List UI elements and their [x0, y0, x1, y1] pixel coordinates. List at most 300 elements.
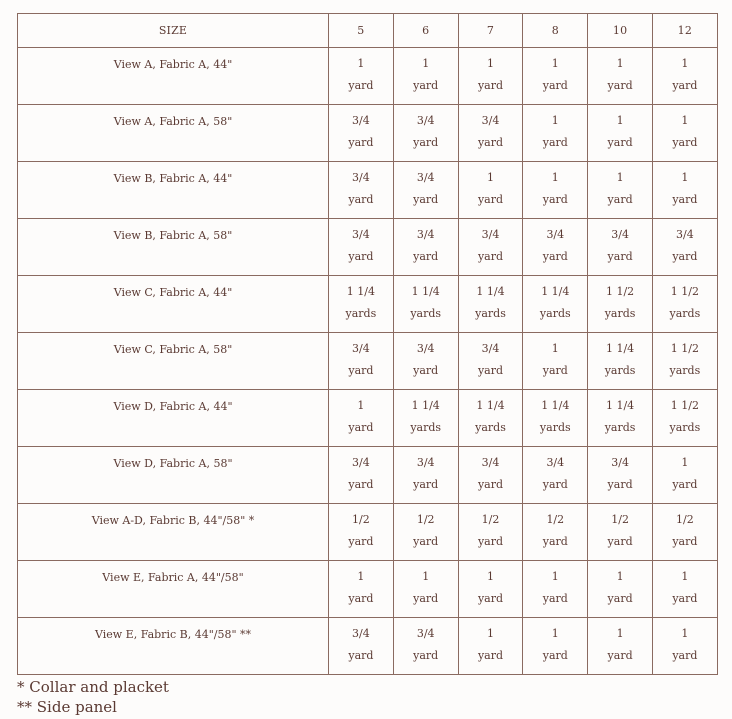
yardage-unit: yard	[542, 193, 568, 206]
yardage-cell	[523, 561, 588, 618]
yardage-quantity: 1	[616, 570, 624, 583]
yardage-unit: yards	[475, 307, 506, 320]
footnote-collar: * Collar and placket	[17, 678, 169, 696]
yardage-unit: yard	[477, 535, 504, 548]
yardage-amount	[653, 219, 717, 268]
yardage-unit: yard	[413, 250, 439, 263]
yardage-cell	[588, 618, 653, 675]
yardage-unit: yards	[604, 307, 636, 320]
yardage-quantity: 1 1/4	[605, 342, 635, 355]
yardage-unit: yard	[542, 136, 568, 149]
yardage-cell	[523, 219, 588, 276]
yardage-unit: yard	[348, 592, 374, 605]
row-label-cell	[18, 276, 329, 333]
yardage-quantity: 1/2	[611, 513, 629, 526]
row-label: View A, Fabric A, 58"	[113, 115, 233, 128]
table-header-row	[18, 14, 718, 48]
yardage-unit: yards	[410, 421, 442, 434]
yardage-unit: yard	[348, 364, 374, 377]
yardage-cell	[393, 219, 458, 276]
yardage-quantity: 1	[616, 57, 624, 70]
header-size-5: 5	[329, 14, 394, 48]
yardage-unit: yard	[542, 250, 568, 263]
yardage-cell	[329, 504, 394, 561]
row-label: View E, Fabric A, 44"/58"	[102, 571, 244, 584]
yardage-quantity: 3/4	[481, 228, 500, 241]
yardage-unit: yards	[539, 421, 571, 434]
yardage-cell	[393, 162, 458, 219]
yardage-cell	[652, 105, 717, 162]
yardage-amount	[329, 162, 393, 211]
yardage-amount	[588, 390, 652, 439]
yardage-amount	[394, 276, 458, 325]
yardage-quantity: 3/4	[546, 456, 565, 469]
yardage-unit: yard	[477, 592, 504, 605]
yardage-unit: yard	[477, 250, 504, 263]
yardage-amount	[588, 333, 652, 382]
yardage-quantity: 1 1/4	[605, 399, 635, 412]
yardage-unit: yards	[539, 307, 571, 320]
yardage-cell	[329, 276, 394, 333]
row-label-cell	[18, 162, 329, 219]
yardage-unit: yard	[672, 250, 698, 263]
table-row	[18, 618, 718, 675]
yardage-unit: yards	[604, 421, 636, 434]
yardage-cell	[458, 105, 523, 162]
yardage-quantity: 1	[486, 171, 494, 184]
header-size-12: 12	[652, 14, 717, 48]
yardage-cell	[652, 333, 717, 390]
yardage-quantity: 1 1/2	[670, 399, 699, 412]
yardage-unit: yard	[413, 535, 439, 548]
yardage-quantity: 1	[681, 57, 689, 70]
yardage-quantity: 3/4	[352, 171, 370, 184]
row-label: View C, Fabric A, 44"	[113, 286, 233, 299]
yardage-unit: yards	[345, 307, 377, 320]
yardage-cell	[523, 162, 588, 219]
yardage-amount	[459, 276, 523, 325]
yardage-cell	[458, 504, 523, 561]
yardage-amount	[329, 390, 393, 439]
yardage-amount	[329, 333, 393, 382]
yardage-cell	[652, 276, 717, 333]
yardage-amount	[459, 162, 523, 211]
row-label-cell	[18, 447, 329, 504]
yardage-amount	[523, 504, 587, 553]
row-label-cell	[18, 504, 329, 561]
yardage-unit: yards	[669, 364, 701, 377]
yardage-amount	[653, 276, 717, 325]
row-label: View D, Fabric A, 58"	[113, 457, 233, 470]
yardage-cell	[523, 276, 588, 333]
yardage-quantity: 1/2	[352, 513, 370, 526]
yardage-quantity: 1	[486, 570, 494, 583]
fabric-requirements	[17, 13, 717, 717]
yardage-amount	[394, 162, 458, 211]
yardage-unit: yard	[477, 364, 504, 377]
yardage-unit: yard	[607, 478, 633, 491]
yardage-unit: yards	[669, 421, 701, 434]
yardage-amount	[653, 504, 717, 553]
yardage-cell	[588, 276, 653, 333]
yardage-amount	[329, 219, 393, 268]
yardage-amount	[523, 390, 587, 439]
row-label-cell	[18, 48, 329, 105]
yardage-cell	[329, 561, 394, 618]
yardage-amount	[329, 48, 393, 97]
row-label-cell	[18, 618, 329, 675]
yardage-quantity: 1 1/4	[411, 285, 440, 298]
yardage-unit: yard	[607, 136, 633, 149]
yardage-cell	[458, 333, 523, 390]
yardage-amount	[653, 390, 717, 439]
yardage-quantity: 1	[486, 57, 494, 70]
table-row	[18, 504, 718, 561]
yardage-quantity: 3/4	[352, 627, 370, 640]
yardage-cell	[458, 447, 523, 504]
yardage-unit: yard	[672, 592, 698, 605]
yardage-cell	[652, 504, 717, 561]
yardage-unit: yard	[348, 136, 374, 149]
yardage-cell	[458, 48, 523, 105]
yardage-cell	[393, 504, 458, 561]
yardage-amount	[588, 219, 652, 268]
yardage-unit: yard	[672, 136, 698, 149]
yardage-quantity: 1	[357, 399, 365, 412]
yardage-cell	[329, 618, 394, 675]
yardage-amount	[394, 333, 458, 382]
yardage-amount	[329, 618, 393, 667]
yardage-quantity: 1 1/4	[541, 285, 570, 298]
yardage-unit: yard	[477, 649, 504, 662]
table-row	[18, 447, 718, 504]
yardage-unit: yard	[672, 649, 698, 662]
yardage-cell	[393, 390, 458, 447]
yardage-cell	[458, 219, 523, 276]
yardage-quantity: 1/2	[481, 513, 500, 526]
yardage-quantity: 1 1/4	[541, 399, 570, 412]
yardage-cell	[652, 447, 717, 504]
yardage-cell	[588, 561, 653, 618]
yardage-quantity: 1	[422, 570, 430, 583]
yardage-quantity: 1 1/2	[605, 285, 635, 298]
yardage-cell	[329, 219, 394, 276]
yardage-amount	[588, 105, 652, 154]
yardage-amount	[459, 333, 523, 382]
yardage-amount	[523, 48, 587, 97]
yardage-amount	[653, 162, 717, 211]
yardage-unit: yard	[672, 193, 698, 206]
row-label: View B, Fabric A, 58"	[113, 229, 233, 242]
yardage-amount	[653, 447, 717, 496]
yardage-amount	[329, 105, 393, 154]
yardage-quantity: 3/4	[416, 171, 435, 184]
yardage-amount	[394, 618, 458, 667]
header-size-10: 10	[588, 14, 653, 48]
yardage-quantity: 3/4	[352, 114, 370, 127]
yardage-unit: yard	[672, 535, 698, 548]
header-size: SIZE	[18, 14, 329, 48]
yardage-unit: yard	[348, 421, 374, 434]
yardage-cell	[329, 447, 394, 504]
yardage-cell	[523, 390, 588, 447]
yardage-unit: yards	[604, 364, 636, 377]
yardage-quantity: 1	[681, 570, 689, 583]
yardage-unit: yard	[348, 250, 374, 263]
yardage-cell	[329, 48, 394, 105]
yardage-cell	[393, 276, 458, 333]
yardage-quantity: 3/4	[416, 228, 435, 241]
yardage-amount	[459, 504, 523, 553]
table-row	[18, 162, 718, 219]
yardage-amount	[523, 162, 587, 211]
row-label: View A-D, Fabric B, 44"/58" *	[91, 514, 255, 527]
yardage-cell	[329, 162, 394, 219]
header-size-7: 7	[458, 14, 523, 48]
yardage-amount	[588, 276, 652, 325]
yardage-cell	[523, 504, 588, 561]
yardage-quantity: 1	[616, 114, 624, 127]
yardage-quantity: 1	[551, 114, 559, 127]
row-label-cell	[18, 561, 329, 618]
yardage-unit: yard	[477, 478, 504, 491]
header-size-6: 6	[393, 14, 458, 48]
yardage-cell	[329, 333, 394, 390]
yardage-unit: yard	[413, 79, 439, 92]
row-label: View D, Fabric A, 44"	[113, 400, 233, 413]
row-label-cell	[18, 105, 329, 162]
yardage-unit: yard	[542, 649, 568, 662]
yardage-unit: yard	[607, 649, 633, 662]
row-label: View C, Fabric A, 58"	[113, 343, 233, 356]
yardage-quantity: 1	[681, 114, 689, 127]
yardage-amount	[329, 561, 393, 610]
yardage-quantity: 1	[681, 171, 689, 184]
yardage-amount	[459, 48, 523, 97]
table-row	[18, 333, 718, 390]
yardage-cell	[458, 162, 523, 219]
yardage-unit: yard	[348, 649, 374, 662]
table-row	[18, 561, 718, 618]
yardage-cell	[458, 276, 523, 333]
yardage-cell	[329, 390, 394, 447]
yardage-quantity: 3/4	[611, 228, 629, 241]
yardage-unit: yard	[413, 193, 439, 206]
yardage-quantity: 1	[616, 171, 624, 184]
yardage-unit: yard	[413, 136, 439, 149]
yardage-unit: yard	[607, 535, 633, 548]
yardage-quantity: 1	[551, 57, 559, 70]
yardage-cell	[523, 618, 588, 675]
yardage-cell	[523, 105, 588, 162]
yardage-amount	[459, 105, 523, 154]
yardage-quantity: 1 1/2	[670, 285, 699, 298]
yardage-cell	[523, 447, 588, 504]
yardage-quantity: 3/4	[611, 456, 629, 469]
yardage-cell	[523, 48, 588, 105]
yardage-unit: yard	[413, 478, 439, 491]
yardage-table	[17, 13, 718, 675]
yardage-amount	[459, 219, 523, 268]
yardage-cell	[652, 561, 717, 618]
yardage-amount	[394, 561, 458, 610]
table-row	[18, 276, 718, 333]
yardage-quantity: 1	[551, 342, 559, 355]
yardage-amount	[329, 447, 393, 496]
yardage-cell	[393, 333, 458, 390]
yardage-amount	[394, 219, 458, 268]
yardage-quantity: 3/4	[546, 228, 565, 241]
yardage-amount	[394, 105, 458, 154]
yardage-quantity: 3/4	[352, 342, 370, 355]
yardage-quantity: 3/4	[352, 456, 370, 469]
yardage-amount	[523, 618, 587, 667]
yardage-quantity: 3/4	[676, 228, 694, 241]
yardage-amount	[588, 162, 652, 211]
yardage-amount	[394, 504, 458, 553]
yardage-cell	[652, 618, 717, 675]
yardage-cell	[588, 105, 653, 162]
footnote-side-panel: ** Side panel	[17, 698, 117, 716]
yardage-unit: yard	[542, 79, 568, 92]
yardage-amount	[523, 105, 587, 154]
yardage-unit: yard	[672, 478, 698, 491]
yardage-amount	[588, 48, 652, 97]
yardage-quantity: 3/4	[416, 114, 435, 127]
yardage-amount	[523, 219, 587, 268]
yardage-cell	[588, 447, 653, 504]
yardage-cell	[458, 390, 523, 447]
row-label: View B, Fabric A, 44"	[113, 172, 233, 185]
yardage-amount	[653, 48, 717, 97]
yardage-unit: yard	[542, 478, 568, 491]
yardage-cell	[393, 48, 458, 105]
yardage-amount	[523, 276, 587, 325]
yardage-amount	[653, 561, 717, 610]
yardage-unit: yard	[413, 592, 439, 605]
yardage-cell	[588, 390, 653, 447]
yardage-quantity: 1	[681, 627, 689, 640]
row-label: View E, Fabric B, 44"/58" **	[94, 628, 252, 641]
yardage-amount	[588, 504, 652, 553]
yardage-amount	[394, 447, 458, 496]
yardage-cell	[393, 618, 458, 675]
yardage-unit: yard	[542, 592, 568, 605]
yardage-quantity: 1 1/2	[670, 342, 699, 355]
yardage-cell	[458, 618, 523, 675]
yardage-amount	[459, 618, 523, 667]
yardage-quantity: 1 1/4	[346, 285, 375, 298]
header-size-8: 8	[523, 14, 588, 48]
yardage-quantity: 1/2	[416, 513, 435, 526]
yardage-quantity: 1 1/4	[476, 399, 505, 412]
yardage-unit: yard	[607, 193, 633, 206]
yardage-amount	[394, 390, 458, 439]
yardage-amount	[329, 504, 393, 553]
yardage-cell	[393, 105, 458, 162]
yardage-amount	[653, 618, 717, 667]
yardage-cell	[458, 561, 523, 618]
yardage-cell	[588, 333, 653, 390]
yardage-quantity: 1 1/4	[411, 399, 440, 412]
yardage-amount	[523, 333, 587, 382]
yardage-cell	[652, 390, 717, 447]
table-row	[18, 48, 718, 105]
yardage-unit: yard	[413, 649, 439, 662]
yardage-cell	[393, 561, 458, 618]
yardage-cell	[523, 333, 588, 390]
yardage-cell	[652, 219, 717, 276]
table-row	[18, 219, 718, 276]
yardage-cell	[588, 162, 653, 219]
yardage-unit: yard	[672, 79, 698, 92]
table-row	[18, 390, 718, 447]
yardage-cell	[329, 105, 394, 162]
yardage-quantity: 1/2	[676, 513, 694, 526]
yardage-amount	[459, 390, 523, 439]
yardage-quantity: 1	[422, 57, 430, 70]
yardage-cell	[588, 48, 653, 105]
yardage-unit: yard	[348, 478, 374, 491]
yardage-cell	[652, 162, 717, 219]
yardage-unit: yard	[542, 535, 568, 548]
yardage-cell	[652, 48, 717, 105]
yardage-quantity: 3/4	[416, 456, 435, 469]
yardage-quantity: 3/4	[416, 342, 435, 355]
yardage-quantity: 3/4	[416, 627, 435, 640]
yardage-unit: yard	[413, 364, 439, 377]
yardage-quantity: 1	[551, 570, 559, 583]
yardage-quantity: 1 1/4	[476, 285, 505, 298]
yardage-unit: yard	[477, 79, 504, 92]
yardage-quantity: 3/4	[481, 456, 500, 469]
yardage-unit: yard	[607, 79, 633, 92]
yardage-amount	[588, 447, 652, 496]
yardage-quantity: 3/4	[481, 342, 500, 355]
row-label: View A, Fabric A, 44"	[113, 58, 233, 71]
yardage-unit: yard	[348, 535, 374, 548]
yardage-quantity: 1	[357, 570, 365, 583]
row-label-cell	[18, 219, 329, 276]
yardage-quantity: 1	[616, 627, 624, 640]
yardage-unit: yards	[410, 307, 442, 320]
yardage-unit: yards	[669, 307, 701, 320]
footnotes	[17, 677, 717, 717]
yardage-amount	[523, 561, 587, 610]
yardage-quantity: 3/4	[481, 114, 500, 127]
yardage-amount	[588, 618, 652, 667]
yardage-unit: yard	[348, 193, 374, 206]
yardage-quantity: 1	[681, 456, 689, 469]
yardage-amount	[329, 276, 393, 325]
table-row	[18, 105, 718, 162]
yardage-quantity: 1	[486, 627, 494, 640]
yardage-amount	[653, 105, 717, 154]
yardage-unit: yard	[477, 136, 504, 149]
yardage-quantity: 1	[551, 627, 559, 640]
row-label-cell	[18, 390, 329, 447]
yardage-unit: yard	[607, 592, 633, 605]
yardage-quantity: 1	[357, 57, 365, 70]
yardage-cell	[588, 219, 653, 276]
yardage-amount	[588, 561, 652, 610]
yardage-amount	[459, 447, 523, 496]
yardage-amount	[394, 48, 458, 97]
yardage-unit: yards	[475, 421, 506, 434]
yardage-cell	[588, 504, 653, 561]
yardage-unit: yard	[607, 250, 633, 263]
yardage-amount	[653, 333, 717, 382]
